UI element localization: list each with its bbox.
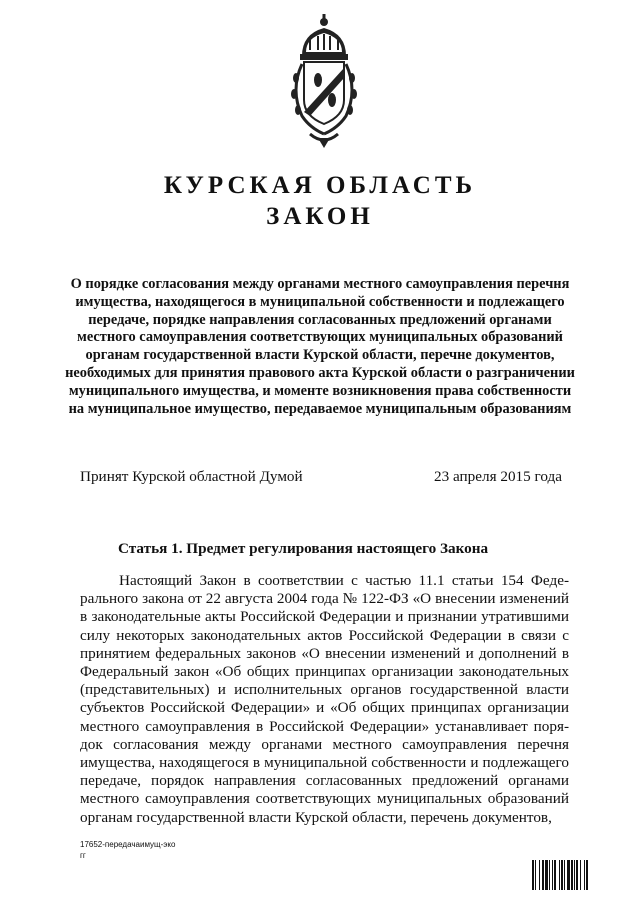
adopted-by: Принят Курской областной Думой [80, 468, 303, 485]
document-code: 17652-передачаимущ-эко [80, 840, 176, 849]
coat-of-arms-icon [288, 12, 360, 150]
adoption-date: 23 апреля 2015 года [434, 468, 562, 485]
article-heading: Статья 1. Предмет регулирования настоящего Закона [118, 540, 489, 557]
document-type-title: ЗАКОН [266, 203, 374, 230]
footer-code [80, 839, 175, 861]
region-title: КУРСКАЯ ОБЛАСТЬ [163, 172, 477, 199]
article-body: Настоящий Закон в соответствии с частью 11.1 статьи 154 Федерального закона от 22 августа 2004 года № 122-ФЗ «О внесении изменений в законодательные акты Российской Федерации и признании утратившими силу некоторых законодательных актов Российской Федерации в связи с принятием федеральных законов «О внесении изменений и дополнений в Федеральный закон «Об общих принципах организации законодательных (представительных) и исполнительных органов государственной власти субъектов Российской Федерации» и «Об общих принципах организации местного самоуправления в Российской Федерации» устанавливает порядок согласования между органами местного самоуправления перечня имущества, находящегося в муниципальной собственности и подлежащего передаче, порядок направления согласованных предложений органами местного самоуправления соответствующих муниципальных образований органам государственной власти Курской области, перечень документов, [80, 572, 569, 826]
barcode-icon [532, 860, 614, 890]
author-initials: гг [80, 851, 86, 860]
law-name: О порядке согласования между органами местного самоуправления перечня имущества, находящегося в муниципальной собственности и подлежащего передаче, порядке направления согласованных предложений органами местного самоуправления соответствующих муниципальных образований органам государственной власти Курской области, перечне документов, необходимых для принятия правового акта Курской области о разграничении муниципального имущества, и моменте возникновения права собственности на муниципальное имущество, передаваемое муниципальным образованиям [65, 276, 575, 417]
adoption-row [80, 468, 562, 486]
